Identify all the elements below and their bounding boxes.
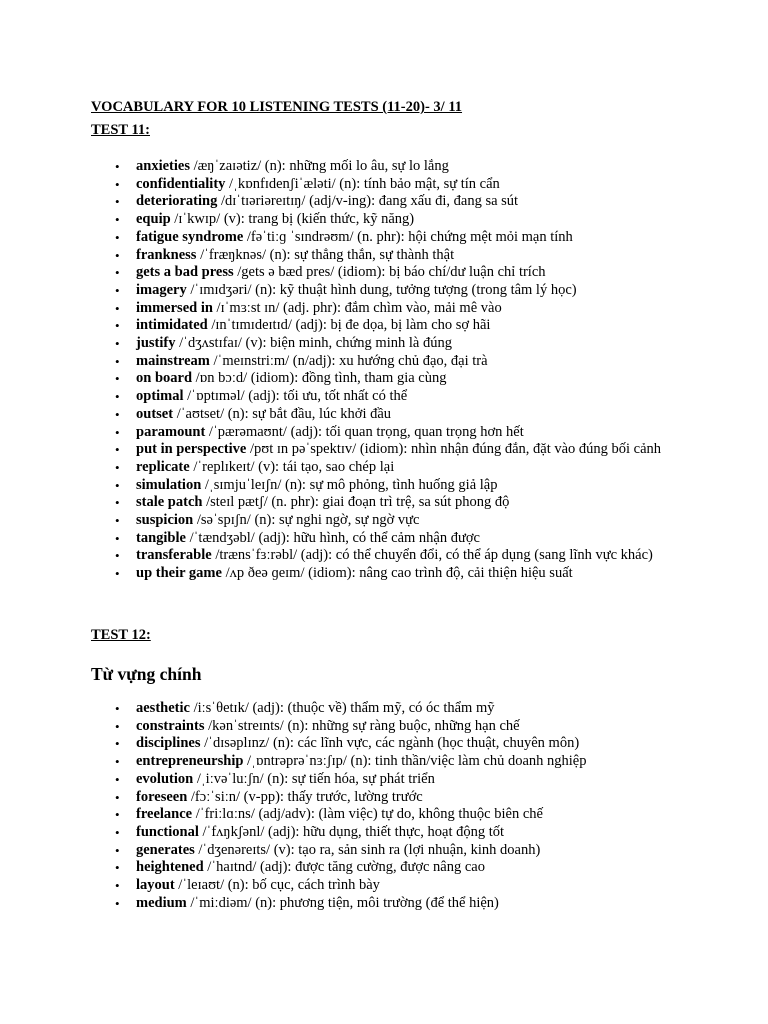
vocab-item xyxy=(0,824,768,842)
vocab-term: constraints xyxy=(136,717,205,734)
vocab-definition: /ˌsɪmjuˈleɪʃn/ (n): sự mô phỏng, tình huống giả lập xyxy=(201,476,498,493)
vocab-definition: /ˌiːvəˈluːʃn/ (n): sự tiến hóa, sự phát triển xyxy=(193,770,435,787)
vocab-term: immersed in xyxy=(136,299,213,316)
vocab-definition: /səˈspɪʃn/ (n): sự nghi ngờ, sự ngờ vực xyxy=(193,512,420,529)
vocab-term: entrepreneurship xyxy=(136,753,244,770)
vocab-term: layout xyxy=(136,877,175,894)
vocab-definition: /ˈpærəmaʊnt/ (adj): tối quan trọng, quan trọng hơn hết xyxy=(205,423,524,440)
vocab-term: aesthetic xyxy=(136,700,190,716)
vocab-term: simulation xyxy=(136,476,202,493)
vocab-definition: /steɪl pætʃ/ (n. phr): giai đoạn trì trệ, sa sút phong độ xyxy=(202,494,510,511)
vocab-definition: /ˈhaɪtnd/ (adj): được tăng cường, được nâng cao xyxy=(203,859,485,876)
vocab-definition: /ˈleɪaʊt/ (n): bố cục, cách trình bày xyxy=(174,877,380,894)
vocab-item xyxy=(0,388,768,406)
vocab-item xyxy=(0,247,768,265)
vocab-item xyxy=(0,176,768,194)
vocab-term: disciplines xyxy=(136,735,201,752)
vocab-item xyxy=(0,877,768,895)
vocab-item xyxy=(0,300,768,318)
vocab-term: foreseen xyxy=(136,788,188,805)
vocab-term: suspicion xyxy=(136,512,194,529)
document-title: VOCABULARY FOR 10 LISTENING TESTS (11-20)- 3/ 11 xyxy=(91,99,463,115)
vocab-term: generates xyxy=(136,841,195,858)
vocab-item xyxy=(0,530,768,548)
vocab-item xyxy=(0,512,768,530)
vocab-term: mainstream xyxy=(136,352,210,369)
vocab-term: imagery xyxy=(136,281,187,298)
vocab-term: tangible xyxy=(136,529,186,546)
vocab-item xyxy=(0,565,768,583)
vocab-term: outset xyxy=(136,405,174,422)
vocab-definition: /ˈɒptɪməl/ (adj): tối ưu, tốt nhất có thể xyxy=(183,388,408,405)
vocab-definition: /ɪˈmɜːst ɪn/ (adj. phr): đắm chìm vào, mải mê vào xyxy=(212,299,502,316)
section-heading-test-12: TEST 12: xyxy=(91,627,151,643)
vocab-term: frankness xyxy=(136,246,197,263)
section-heading-test-11: TEST 11: xyxy=(91,122,150,138)
vocab-definition: /ˈtændʒəbl/ (adj): hữu hình, có thể cảm nhận được xyxy=(185,529,480,546)
vocab-definition: /ɪnˈtɪmɪdeɪtɪd/ (adj): bị đe dọa, bị làm cho sợ hãi xyxy=(207,317,491,334)
vocab-item xyxy=(0,406,768,424)
vocab-term: gets a bad press xyxy=(136,264,234,281)
vocab-term: intimidated xyxy=(136,317,208,334)
vocab-item xyxy=(0,735,768,753)
vocab-term: justify xyxy=(136,335,176,352)
vocab-term: deteriorating xyxy=(136,193,218,210)
vocab-definition: /dɪˈtɪəriəreɪtɪŋ/ (adj/v-ing): đang xấu đi, đang sa sút xyxy=(217,193,519,210)
vocab-term: optimal xyxy=(136,388,184,405)
vocab-definition: /gets ə bæd pres/ (idiom): bị báo chí/dư luận chỉ trích xyxy=(233,264,546,281)
vocab-term: confidentiality xyxy=(136,175,226,192)
vocab-item xyxy=(0,282,768,300)
vocab-term: functional xyxy=(136,823,199,840)
section-subheading: Từ vựng chính xyxy=(91,664,202,684)
vocab-definition: /ˈmiːdiəm/ (n): phương tiện, môi trường (để thể hiện) xyxy=(186,894,499,911)
vocab-definition: /trænsˈfɜːrəbl/ (adj): có thể chuyển đổi, có thể áp dụng (sang lĩnh vực khác) xyxy=(211,547,653,564)
vocab-definition: /ˈdʒenəreɪts/ (v): tạo ra, sản sinh ra (lợi nhuận, kinh doanh) xyxy=(194,841,541,858)
vocab-item xyxy=(0,806,768,824)
vocab-list-test-12 xyxy=(0,700,768,912)
vocab-item xyxy=(0,753,768,771)
vocab-term: medium xyxy=(136,894,187,911)
vocab-definition: /pʊt ɪn pəˈspektɪv/ (idiom): nhìn nhận đúng đắn, đặt vào đúng bối cảnh xyxy=(246,441,662,458)
vocab-term: on board xyxy=(136,370,193,387)
vocab-item xyxy=(0,771,768,789)
vocab-item xyxy=(0,441,768,459)
vocab-item xyxy=(0,547,768,565)
vocab-term: evolution xyxy=(136,770,194,787)
vocab-term: stale patch xyxy=(136,494,203,511)
vocab-item xyxy=(0,229,768,247)
vocab-definition: /ˈreplɪkeɪt/ (v): tái tạo, sao chép lại xyxy=(189,458,395,475)
vocab-definition: /ˌɒntrəprəˈnɜːʃɪp/ (n): tinh thần/việc làm chủ doanh nghiệp xyxy=(243,753,587,770)
vocab-item xyxy=(0,370,768,388)
vocab-definition: /iːsˈθetɪk/ (adj): (thuộc về) thẩm mỹ, có óc thẩm mỹ xyxy=(189,700,495,716)
vocab-term: paramount xyxy=(136,423,206,440)
vocab-term: freelance xyxy=(136,806,193,823)
vocab-definition: /ˈɪmɪdʒəri/ (n): kỹ thuật hình dung, tưởng tượng (trong tâm lý học) xyxy=(186,281,577,298)
vocab-item xyxy=(0,895,768,913)
vocab-definition: /ʌp ðeə ɡeɪm/ (idiom): nâng cao trình độ, cải thiện hiệu suất xyxy=(221,565,573,582)
vocab-definition: /ˌkɒnfɪdenʃiˈæləti/ (n): tính bảo mật, sự tín cẩn xyxy=(225,175,500,192)
vocab-definition: /ˈfʌŋkʃənl/ (adj): hữu dụng, thiết thực, hoạt động tốt xyxy=(198,823,505,840)
vocab-definition: /kənˈstreɪnts/ (n): những sự ràng buộc, những hạn chế xyxy=(204,717,520,734)
vocab-item xyxy=(0,718,768,736)
vocab-definition: /ɒn bɔːd/ (idiom): đồng tình, tham gia cùng xyxy=(192,370,447,387)
vocab-item xyxy=(0,842,768,860)
vocab-item xyxy=(0,459,768,477)
vocab-item xyxy=(0,477,768,495)
vocab-definition: /ɪˈkwɪp/ (v): trang bị (kiến thức, kỹ năng) xyxy=(170,211,415,228)
vocab-list-test-11 xyxy=(0,158,768,583)
vocab-term: equip xyxy=(136,211,171,228)
vocab-item xyxy=(0,193,768,211)
vocab-item xyxy=(0,424,768,442)
vocab-item xyxy=(0,335,768,353)
vocab-definition: /ˈdʒʌstɪfaɪ/ (v): biện minh, chứng minh là đúng xyxy=(175,335,452,352)
vocab-definition: /ˈaʊtset/ (n): sự bắt đầu, lúc khởi đầu xyxy=(173,405,392,422)
vocab-term: replicate xyxy=(136,458,190,475)
vocab-item xyxy=(0,700,768,718)
vocab-definition: /fəˈtiːɡ ˈsɪndrəʊm/ (n. phr): hội chứng mệt mỏi mạn tính xyxy=(243,228,573,245)
vocab-definition: /fɔːˈsiːn/ (v-pp): thấy trước, lường trước xyxy=(187,788,423,805)
vocab-definition: /ˈdɪsəplɪnz/ (n): các lĩnh vực, các ngành (học thuật, chuyên môn) xyxy=(200,735,580,752)
vocab-definition: /æŋˈzaɪətiz/ (n): những mối lo âu, sự lo lắng xyxy=(189,158,449,174)
vocab-item xyxy=(0,859,768,877)
vocab-definition: /ˈfriːlɑːns/ (adj/adv): (làm việc) tự do, không thuộc biên chế xyxy=(192,806,543,823)
vocab-definition: /ˈfræŋknəs/ (n): sự thẳng thắn, sự thành thật xyxy=(196,246,455,263)
vocab-item xyxy=(0,264,768,282)
vocab-term: anxieties xyxy=(136,158,190,174)
vocab-item xyxy=(0,494,768,512)
vocab-term: put in perspective xyxy=(136,441,247,458)
vocab-term: transferable xyxy=(136,547,212,564)
vocab-item xyxy=(0,158,768,176)
vocab-definition: /ˈmeɪnstriːm/ (n/adj): xu hướng chủ đạo, đại trà xyxy=(209,352,488,369)
vocab-term: up their game xyxy=(136,565,222,582)
vocab-term: heightened xyxy=(136,859,204,876)
vocab-item xyxy=(0,789,768,807)
vocab-item xyxy=(0,211,768,229)
vocab-item xyxy=(0,317,768,335)
vocab-term: fatigue syndrome xyxy=(136,228,244,245)
vocab-item xyxy=(0,353,768,371)
